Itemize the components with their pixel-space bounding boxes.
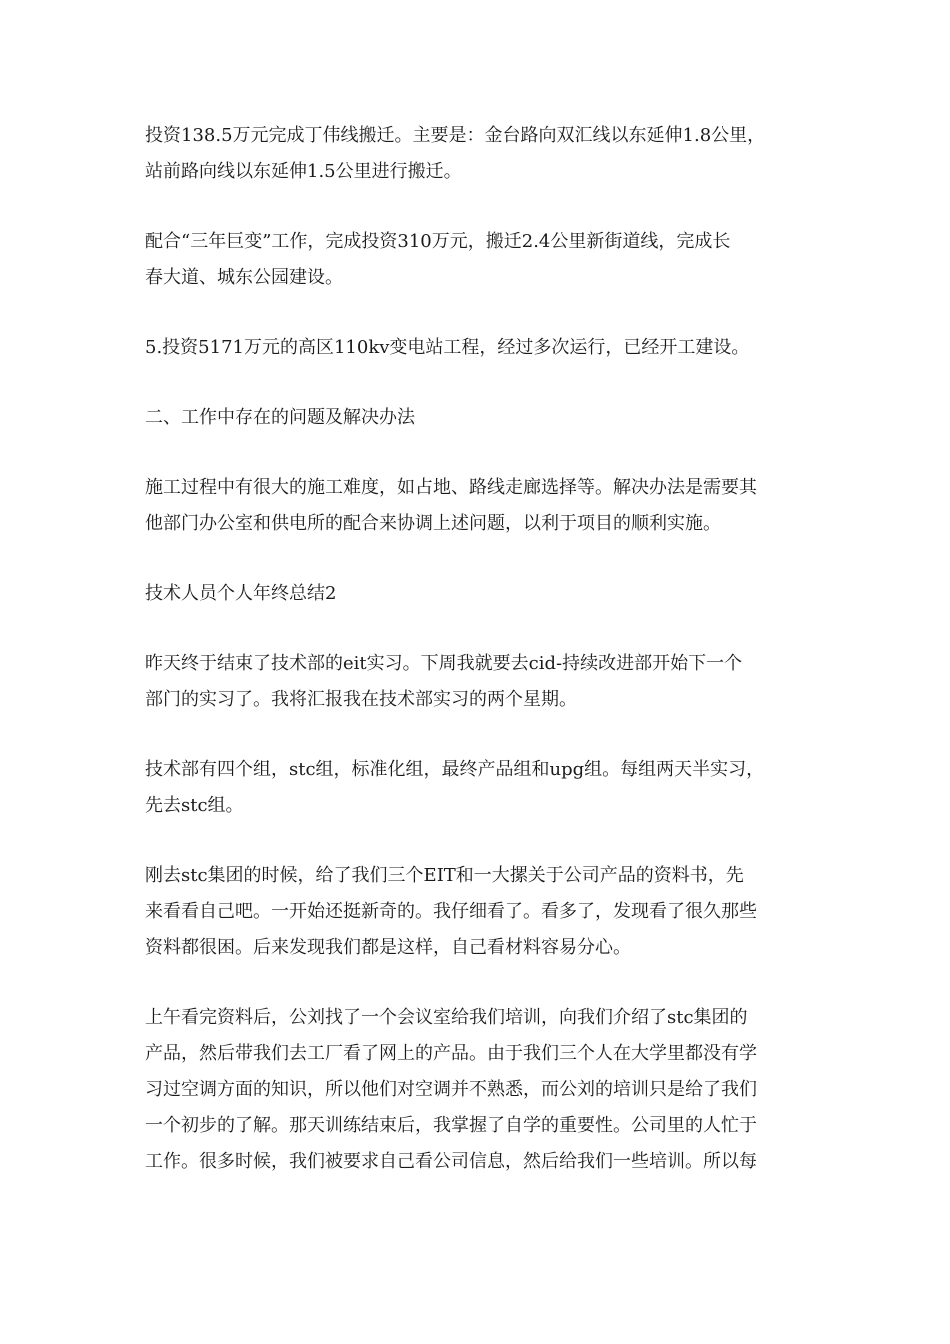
paragraph-internship-end (145, 646, 805, 718)
text-line: 工作。很多时候，我们被要求自己看公司信息，然后给我们一些培训。所以每 (145, 1151, 757, 1172)
text-line: 配合“三年巨变”工作，完成投资310万元，搬迁2.4公里新街道线，完成长 (145, 231, 731, 252)
text-line: 部门的实习了。我将汇报我在技术部实习的两个星期。 (145, 689, 577, 710)
text-line: 施工过程中有很大的施工难度，如占地、路线走廊选择等。解决办法是需要其 (145, 477, 757, 498)
text-line: 昨天终于结束了技术部的eit实习。下周我就要去cid-持续改进部开始下一个 (145, 653, 743, 674)
text-line: 资料都很困。后来发现我们都是这样，自己看材料容易分心。 (145, 937, 631, 958)
paragraph-tech-groups (145, 752, 805, 824)
text-line: 先去stc组。 (145, 795, 244, 816)
text-line: 技术部有四个组，stc组，标准化组，最终产品组和upg组。每组两天半实习， (145, 759, 765, 780)
document-body (145, 118, 805, 1214)
text-line: 产品，然后带我们去工厂看了网上的产品。由于我们三个人在大学里都没有学 (145, 1043, 757, 1064)
paragraph-relocation (145, 118, 805, 190)
text-line: 5.投资5171万元的高区110kv变电站工程，经过多次运行，已经开工建设。 (145, 337, 750, 358)
text-line: 投资138.5万元完成丁伟线搬迁。主要是：金台路向双汇线以东延伸1.8公里， (145, 125, 766, 146)
paragraph-three-year-change (145, 224, 805, 296)
text-line: 技术人员个人年终总结2 (145, 583, 337, 604)
paragraph-stc-start (145, 858, 805, 966)
paragraph-substation (145, 330, 805, 366)
section-heading-problems (145, 400, 805, 436)
text-line: 站前路向线以东延伸1.5公里进行搬迁。 (145, 161, 462, 182)
paragraph-construction-difficulty (145, 470, 805, 542)
text-line: 来看看自己吧。一开始还挺新奇的。我仔细看了。看多了，发现看了很久那些 (145, 901, 757, 922)
text-line: 二、工作中存在的问题及解决办法 (145, 407, 415, 428)
paragraph-training (145, 1000, 805, 1180)
text-line: 他部门办公室和供电所的配合来协调上述问题，以利于项目的顺利实施。 (145, 513, 721, 534)
text-line: 一个初步的了解。那天训练结束后，我掌握了自学的重要性。公司里的人忙于 (145, 1115, 757, 1136)
text-line: 刚去stc集团的时候，给了我们三个EIT和一大摞关于公司产品的资料书，先 (145, 865, 744, 886)
text-line: 上午看完资料后，公刘找了一个会议室给我们培训，向我们介绍了stc集团的 (145, 1007, 748, 1028)
text-line: 春大道、城东公园建设。 (145, 267, 343, 288)
text-line: 习过空调方面的知识，所以他们对空调并不熟悉，而公刘的培训只是给了我们 (145, 1079, 757, 1100)
section-heading-summary-2 (145, 576, 805, 612)
